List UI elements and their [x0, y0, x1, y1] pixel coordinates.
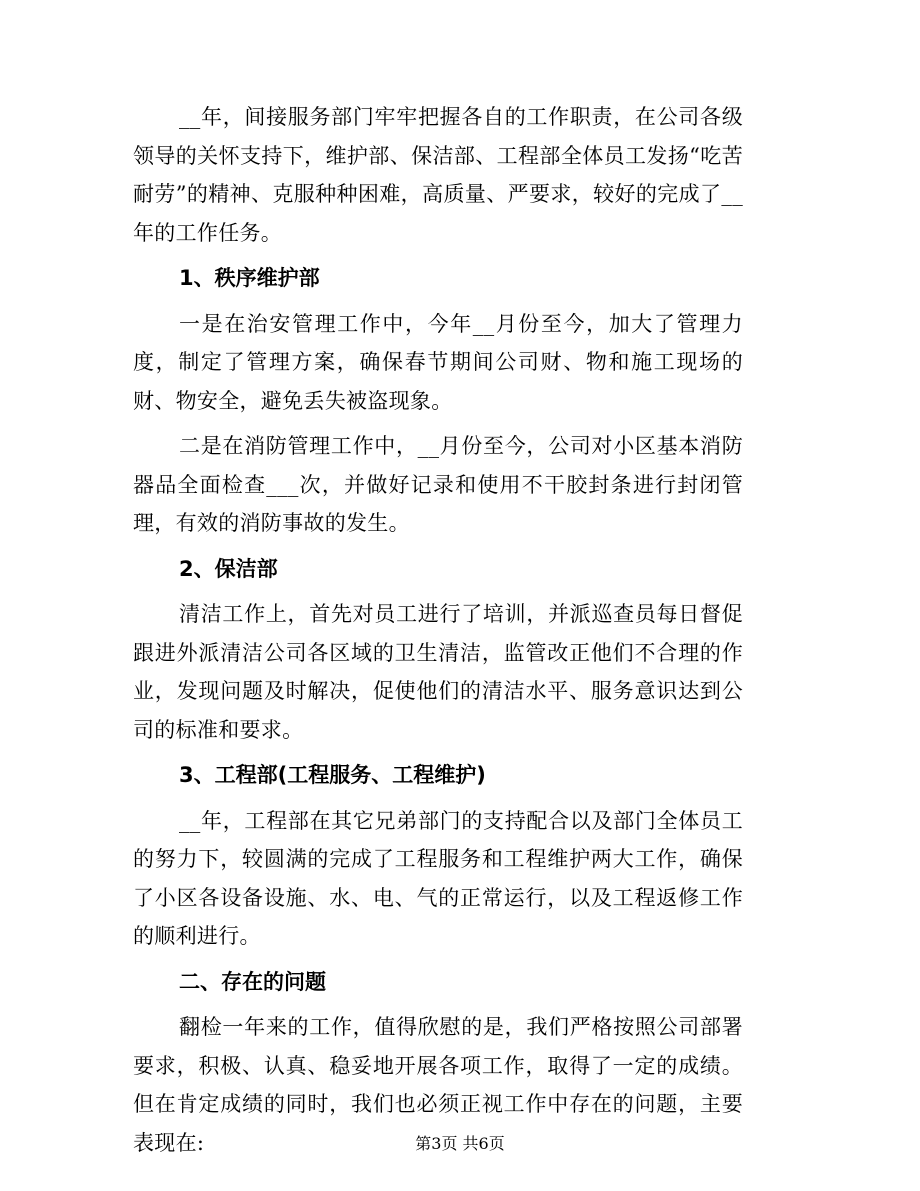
section-heading-engineering: 3、工程部(工程服务、工程维护) [179, 763, 486, 787]
section-heading-cleaning: 2、保洁部 [179, 556, 278, 581]
problems-paragraph: 翻检一年来的工作，值得欣慰的是，我们严格按照公司部署要求，积极、认真、稳妥地开展各项工作，取得了一定的成绩。但在肯定成绩的同时，我们也必须正视工作中存在的问题，主要表现在: [133, 1015, 743, 1155]
intro-paragraph: __年，间接服务部门牢牢把握各自的工作职责，在公司各级领导的关怀支持下，维护部、保洁部、工程部全体员工发扬“吃苦耐劳”的精神、克服种种困难，高质量、严要求，较好的完成了__年的工作任务。 [133, 105, 743, 245]
security-management-paragraph: 一是在治安管理工作中，今年__月份至今，加大了管理力度，制定了管理方案，确保春节期间公司财、物和施工现场的财、物安全，避免丢失被盗现象。 [133, 311, 743, 413]
fire-management-paragraph: 二是在消防管理工作中，__月份至今，公司对小区基本消防器品全面检查___次，并做好记录和使用不干胶封条进行封闭管理，有效的消防事故的发生。 [133, 434, 743, 535]
engineering-paragraph: __年，工程部在其它兄弟部门的支持配合以及部门全体员工的努力下，较圆满的完成了工程服务和工程维护两大工作，确保了小区各设备设施、水、电、气的正常运行，以及工程返修工作的顺利进行。 [133, 808, 743, 948]
section-heading-order-maintenance: 1、秩序维护部 [179, 266, 320, 290]
section-heading-problems: 二、存在的问题 [179, 969, 326, 994]
document-body [133, 98, 743, 1169]
cleaning-paragraph: 清洁工作上，首先对员工进行了培训，并派巡查员每日督促跟进外派清洁公司各区域的卫生清洁，监管改正他们不合理的作业，发现问题及时解决，促使他们的清洁水平、服务意识达到公司的标准和要求。 [133, 602, 743, 742]
page-number-footer: 第3页 共6页 [415, 1134, 505, 1153]
